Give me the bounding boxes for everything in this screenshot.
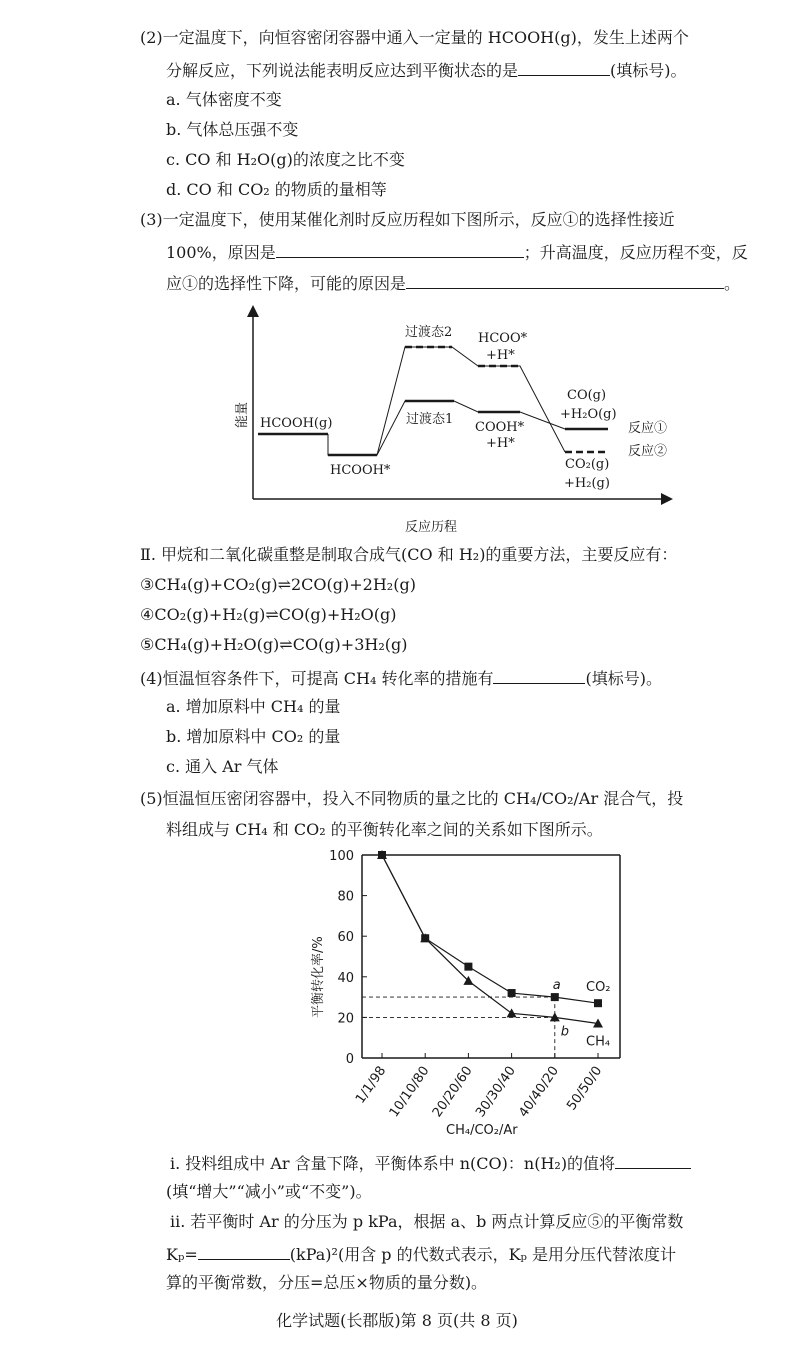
q2-line2-pre: 分解反应，下列说法能表明反应达到平衡状态的是 [166,61,519,80]
label-co2-1: CO₂(g) [565,457,610,472]
label-cooh-2: +H* [486,436,515,451]
co2-point [464,963,472,971]
label-hcooh-g: HCOOH(g) [260,416,333,431]
energy-xlabel: 反应历程 [405,520,458,535]
q5-sub-i-pre: ⅰ. 投料组成中 Ar 含量下降，平衡体系中 n(CO)：n(H₂)的值将 [170,1154,616,1173]
q2-answer-blank[interactable] [518,57,610,76]
q4-option-a: a. 增加原料中 CH₄ 的量 [166,697,341,716]
page-footer: 化学试题(长郡版)第 8 页(共 8 页) [276,1311,518,1330]
y-tick-label: 0 [345,1052,354,1067]
x-tick-label: 20/20/60 [429,1063,476,1121]
y-tick-label: 20 [337,1011,354,1027]
q5-sub-ii-post: (kPa)²(用含 p 的代数式表示，Kₚ 是用分压代替浓度计 [289,1245,677,1264]
q5-sub-ii-line3: 算的平衡常数，分压=总压×物质的量分数)。 [166,1273,488,1292]
q4-answer-blank[interactable] [493,665,585,684]
y-tick-label: 40 [337,970,354,986]
y-tick-label: 80 [337,889,354,905]
q3-line3-pre: 应①的选择性下降，可能的原因是 [166,274,407,293]
label-reaction-2: 反应② [628,444,668,459]
q5-sub-ii-kp: Kₚ= [166,1245,198,1264]
label-hcoo-2: +H* [486,348,515,363]
q5-line2: 料组成与 CH₄ 和 CO₂ 的平衡转化率之间的关系如下图所示。 [166,820,603,839]
q5-sub-i-blank[interactable] [615,1150,691,1169]
y-tick-label: 60 [337,930,354,946]
label-ts2: 过渡态2 [405,325,453,340]
q4-option-c: c. 通入 Ar 气体 [166,757,279,776]
q5-sub-i-line2: (填“增大”“减小”或“不变”)。 [166,1182,372,1201]
q2-line2-post: (填标号)。 [610,61,687,80]
part2-intro: Ⅱ. 甲烷和二氧化碳重整是制取合成气(CO 和 H₂)的重要方法，主要反应有： [140,545,678,564]
chart-ylabel: 平衡转化率/% [311,936,326,1018]
q4-option-b: b. 增加原料中 CO₂ 的量 [166,727,341,746]
label-co-1: CO(g) [567,388,607,403]
q5-sub-ii-line2 [166,1241,676,1267]
q2-option-b: b. 气体总压强不变 [166,120,299,139]
q3-line1: (3)一定温度下，使用某催化剂时反应历程如下图所示，反应①的选择性接近 [140,210,675,229]
x-tick-label: 40/40/20 [516,1063,563,1121]
label-cooh-1: COOH* [475,420,525,435]
label-co-2: +H₂O(g) [560,407,617,422]
co2-point [594,999,602,1007]
part2-eq4: ④CO₂(g)+H₂(g)⇌CO(g)+H₂O(g) [140,605,397,624]
path-reaction-1 [328,401,565,455]
y-tick-label: 100 [329,849,354,864]
ch4-point [507,1008,517,1017]
q3-reason-blank-1[interactable] [276,239,524,258]
q5-sub-ii-line1: ⅱ. 若平衡时 Ar 的分压为 p kPa，根据 a、b 两点计算反应⑤的平衡常数 [170,1212,684,1231]
q2-line1: (2)一定温度下，向恒容密闭容器中通入一定量的 HCOOH(g)，发生上述两个 [140,28,689,47]
conversion-chart [300,840,640,1140]
chart-xlabel: CH₄/CO₂/Ar [446,1123,518,1138]
co2-point [551,993,559,1001]
part2-eq5: ⑤CH₄(g)+H₂O(g)⇌CO(g)+3H₂(g) [140,635,408,654]
series-label-ch4: CH₄ [586,1034,611,1050]
q2-option-a: a. 气体密度不变 [166,90,282,109]
q2-option-d: d. CO 和 CO₂ 的物质的量相等 [166,180,387,199]
q3-line2-post: ；升高温度，反应历程不变，反 [523,243,748,262]
q5-sub-i-line1 [170,1150,691,1176]
q3-line2 [166,239,748,265]
q5-sub-ii-blank[interactable] [198,1241,290,1260]
label-hcoo-1: HCOO* [478,331,528,346]
q3-line2-pre: 100%，原因是 [166,243,276,262]
co2-point [508,989,516,997]
point-label-a: a [552,978,561,994]
chart-frame [362,855,620,1058]
label-ts1: 过渡态1 [406,412,454,427]
label-hcooh-star: HCOOH* [330,463,391,478]
q2-line2 [166,57,687,83]
label-co2-2: +H₂(g) [564,476,610,491]
q3-line3 [166,270,740,296]
label-reaction-1: 反应① [628,421,668,436]
q2-option-c: c. CO 和 H₂O(g)的浓度之比不变 [166,150,405,169]
q4-line1-post: (填标号)。 [585,669,662,688]
q3-reason-blank-2[interactable] [406,270,724,289]
x-tick-label: 30/30/40 [473,1063,519,1121]
point-label-b: b [560,1024,570,1040]
x-tick-label: 50/50/0 [564,1063,606,1114]
x-tick-label: 1/1/98 [352,1063,390,1107]
energy-diagram [220,300,700,540]
series-line-co2 [382,855,598,1003]
q4-line1-pre: (4)恒温恒容条件下，可提高 CH₄ 转化率的措施有 [140,669,494,688]
x-tick-label: 10/10/80 [386,1063,433,1121]
energy-ylabel: 能量 [235,401,250,428]
part2-eq3: ③CH₄(g)+CO₂(g)⇌2CO(g)+2H₂(g) [140,575,416,594]
series-label-co2: CO₂ [586,980,611,996]
q3-line3-post: 。 [724,274,741,293]
q4-line1 [140,665,662,691]
q5-line1: (5)恒温恒压密闭容器中，投入不同物质的量之比的 CH₄/CO₂/Ar 混合气，投 [140,789,684,808]
